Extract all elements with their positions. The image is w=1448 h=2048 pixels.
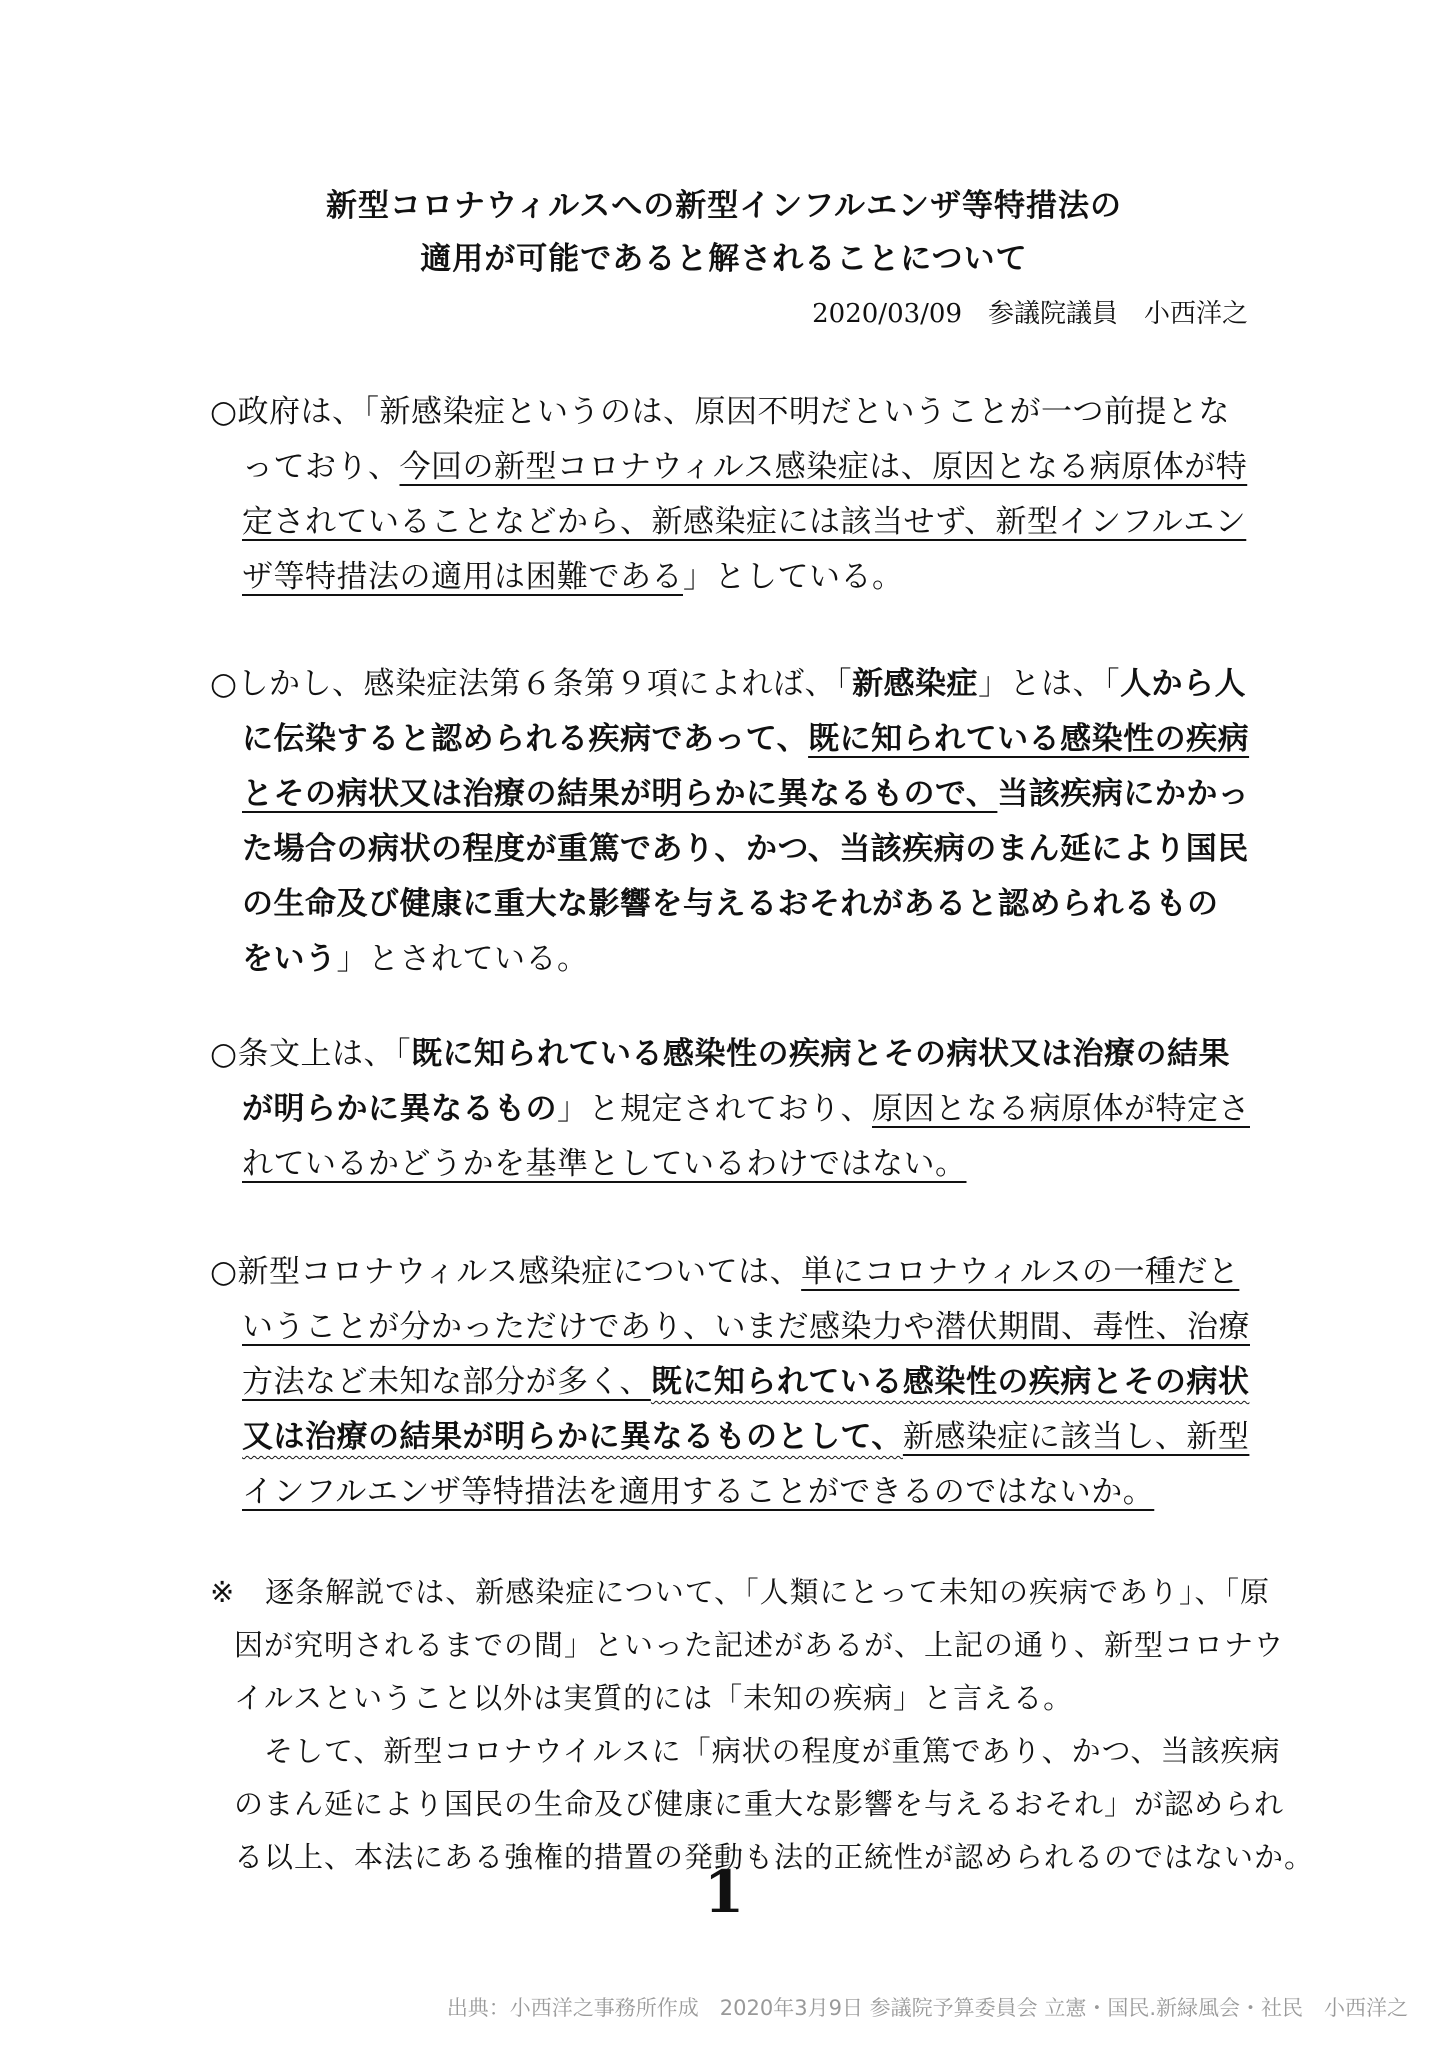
- text-line: 方法など未知な部分が多く、既に知られている感染性の疾病とその病状: [242, 1364, 1250, 1400]
- text-line: ○政府は、「新感染症というのは、原因不明だということが一つ前提とな: [210, 394, 1231, 430]
- text-line: のまん延により国民の生命及び健康に重大な影響を与えるおそれ」が認められ: [234, 1787, 1285, 1821]
- text-line: をいう」とされている。: [242, 941, 589, 977]
- text-line: イルスということ以外は実質的には「未知の疾病」と言える。: [234, 1681, 1074, 1715]
- document-title-line-1: 新型コロナウィルスへの新型インフルエンザ等特措法の: [326, 188, 1122, 224]
- text-line: れているかどうかを基準としているわけではない。: [242, 1146, 967, 1182]
- text-line: 因が究明されるまでの間」といった記述があるが、上記の通り、新型コロナウ: [234, 1628, 1285, 1662]
- text-line: いうことが分かっただけであり、いまだ感染力や潜伏期間、毒性、治療: [242, 1309, 1250, 1345]
- document-title-line-2: 適用が可能であると解されることについて: [420, 241, 1028, 277]
- text-line: 定されていることなどから、新感染症には該当せず、新型インフルエン: [242, 504, 1247, 540]
- text-line: の生命及び健康に重大な影響を与えるおそれがあると認められるもの: [242, 886, 1219, 922]
- text-line: ○しかし、感染症法第６条第９項によれば、「新感染症」とは、「人から人: [210, 666, 1247, 702]
- source-credit: 出典：小西洋之事務所作成 2020年3月9日 参議院予算委員会 立憲・国民.新緑風会・社民 小西洋之: [446, 1996, 1408, 2020]
- text-line: ○条文上は、「既に知られている感染性の疾病とその病状又は治療の結果: [210, 1036, 1231, 1072]
- text-line: ○新型コロナウィルス感染症については、単にコロナウィルスの一種だと: [210, 1254, 1240, 1290]
- text-line: インフルエンザ等特措法を適用することができるのではないか。: [242, 1474, 1155, 1510]
- text-line: そして、新型コロナウイルスに「病状の程度が重篤であり、かつ、当該疾病: [264, 1734, 1281, 1768]
- page-number: 1: [703, 1858, 745, 1926]
- text-line: る以上、本法にある強権的措置の発動も法的正統性が認められるのではないか。: [234, 1840, 1315, 1874]
- text-line: に伝染すると認められる疾病であって、既に知られている感染性の疾病: [242, 721, 1250, 757]
- text-line: っており、今回の新型コロナウィルス感染症は、原因となる病原体が特: [242, 449, 1248, 485]
- text-line: 又は治療の結果が明らかに異なるものとして、新感染症に該当し、新型: [242, 1419, 1250, 1455]
- dateline: 2020/03/09 参議院議員 小西洋之: [812, 299, 1248, 329]
- text-line: た場合の病状の程度が重篤であり、かつ、当該疾病のまん延により国民: [242, 831, 1249, 867]
- text-line: ※ 逐条解説では、新感染症について、「人類にとって未知の疾病であり」、「原: [210, 1575, 1271, 1609]
- text-line: ザ等特措法の適用は困難である」としている。: [242, 559, 904, 595]
- text-line: が明らかに異なるもの」と規定されており、原因となる病原体が特定さ: [242, 1091, 1250, 1127]
- text-line: とその病状又は治療の結果が明らかに異なるもので、当該疾病にかかっ: [242, 776, 1250, 812]
